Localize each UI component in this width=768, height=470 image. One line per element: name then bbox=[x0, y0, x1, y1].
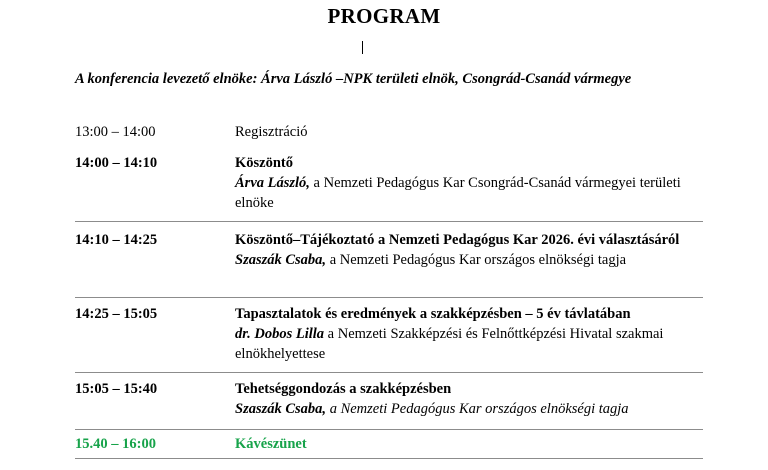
session-time: 13:00 – 14:00 bbox=[75, 124, 156, 140]
session-welcome bbox=[75, 153, 705, 219]
session-title: Köszöntő–Tájékoztató a Nemzeti Pedagógus Kar 2026. évi választásáról bbox=[235, 232, 680, 248]
speaker-role: a Nemzeti Pedagógus Kar Csongrád-Csanád vármegyei területi elnöke bbox=[235, 175, 681, 211]
session-speaker-line bbox=[235, 173, 705, 213]
text-cursor bbox=[362, 41, 363, 54]
session-election-info bbox=[75, 230, 705, 296]
session-registration bbox=[75, 122, 705, 144]
speaker-role: a Nemzeti Pedagógus Kar országos elnökségi tagja bbox=[326, 252, 627, 268]
divider bbox=[75, 429, 703, 430]
speaker-name: Szaszák Csaba, bbox=[235, 401, 327, 417]
divider bbox=[75, 372, 703, 373]
session-speaker-line bbox=[235, 324, 705, 364]
session-title: Tehetséggondozás a szakképzésben bbox=[235, 381, 452, 397]
moderator-line: A konferencia levezető elnöke: Árva László –NPK területi elnök, Csongrád-Csanád vármegye bbox=[75, 71, 632, 87]
page-title: PROGRAM bbox=[327, 4, 441, 28]
session-content bbox=[235, 304, 705, 364]
session-title: Tapasztalatok és eredmények a szakképzésben – 5 év távlatában bbox=[235, 306, 631, 322]
session-title: Kávészünet bbox=[235, 436, 307, 452]
speaker-name: Árva László, bbox=[235, 175, 310, 191]
session-talent-care bbox=[75, 379, 705, 423]
session-time: 15:05 – 15:40 bbox=[75, 381, 158, 397]
session-content bbox=[235, 153, 705, 213]
session-time: 14:25 – 15:05 bbox=[75, 306, 158, 322]
speaker-role: a Nemzeti Szakképzési és Felnőttképzési Hivatal szakmai elnökhelyettese bbox=[235, 326, 664, 362]
speaker-name: Szaszák Csaba, bbox=[235, 252, 327, 268]
divider bbox=[75, 297, 703, 298]
session-coffee-break bbox=[75, 434, 705, 456]
divider bbox=[75, 221, 703, 222]
session-title: Köszöntő bbox=[235, 155, 293, 171]
session-title: Regisztráció bbox=[235, 124, 308, 140]
session-speaker-line bbox=[235, 250, 705, 270]
session-content bbox=[235, 379, 705, 419]
session-speaker-line bbox=[235, 399, 705, 419]
speaker-name: dr. Dobos Lilla bbox=[235, 326, 325, 342]
session-content bbox=[235, 230, 705, 270]
speaker-role: a Nemzeti Pedagógus Kar országos elnökségi tagja bbox=[326, 401, 629, 417]
session-time: 14:00 – 14:10 bbox=[75, 155, 158, 171]
session-time: 14:10 – 14:25 bbox=[75, 232, 158, 248]
divider bbox=[75, 458, 703, 459]
session-time: 15.40 – 16:00 bbox=[75, 436, 156, 452]
session-vocational-results bbox=[75, 304, 705, 370]
